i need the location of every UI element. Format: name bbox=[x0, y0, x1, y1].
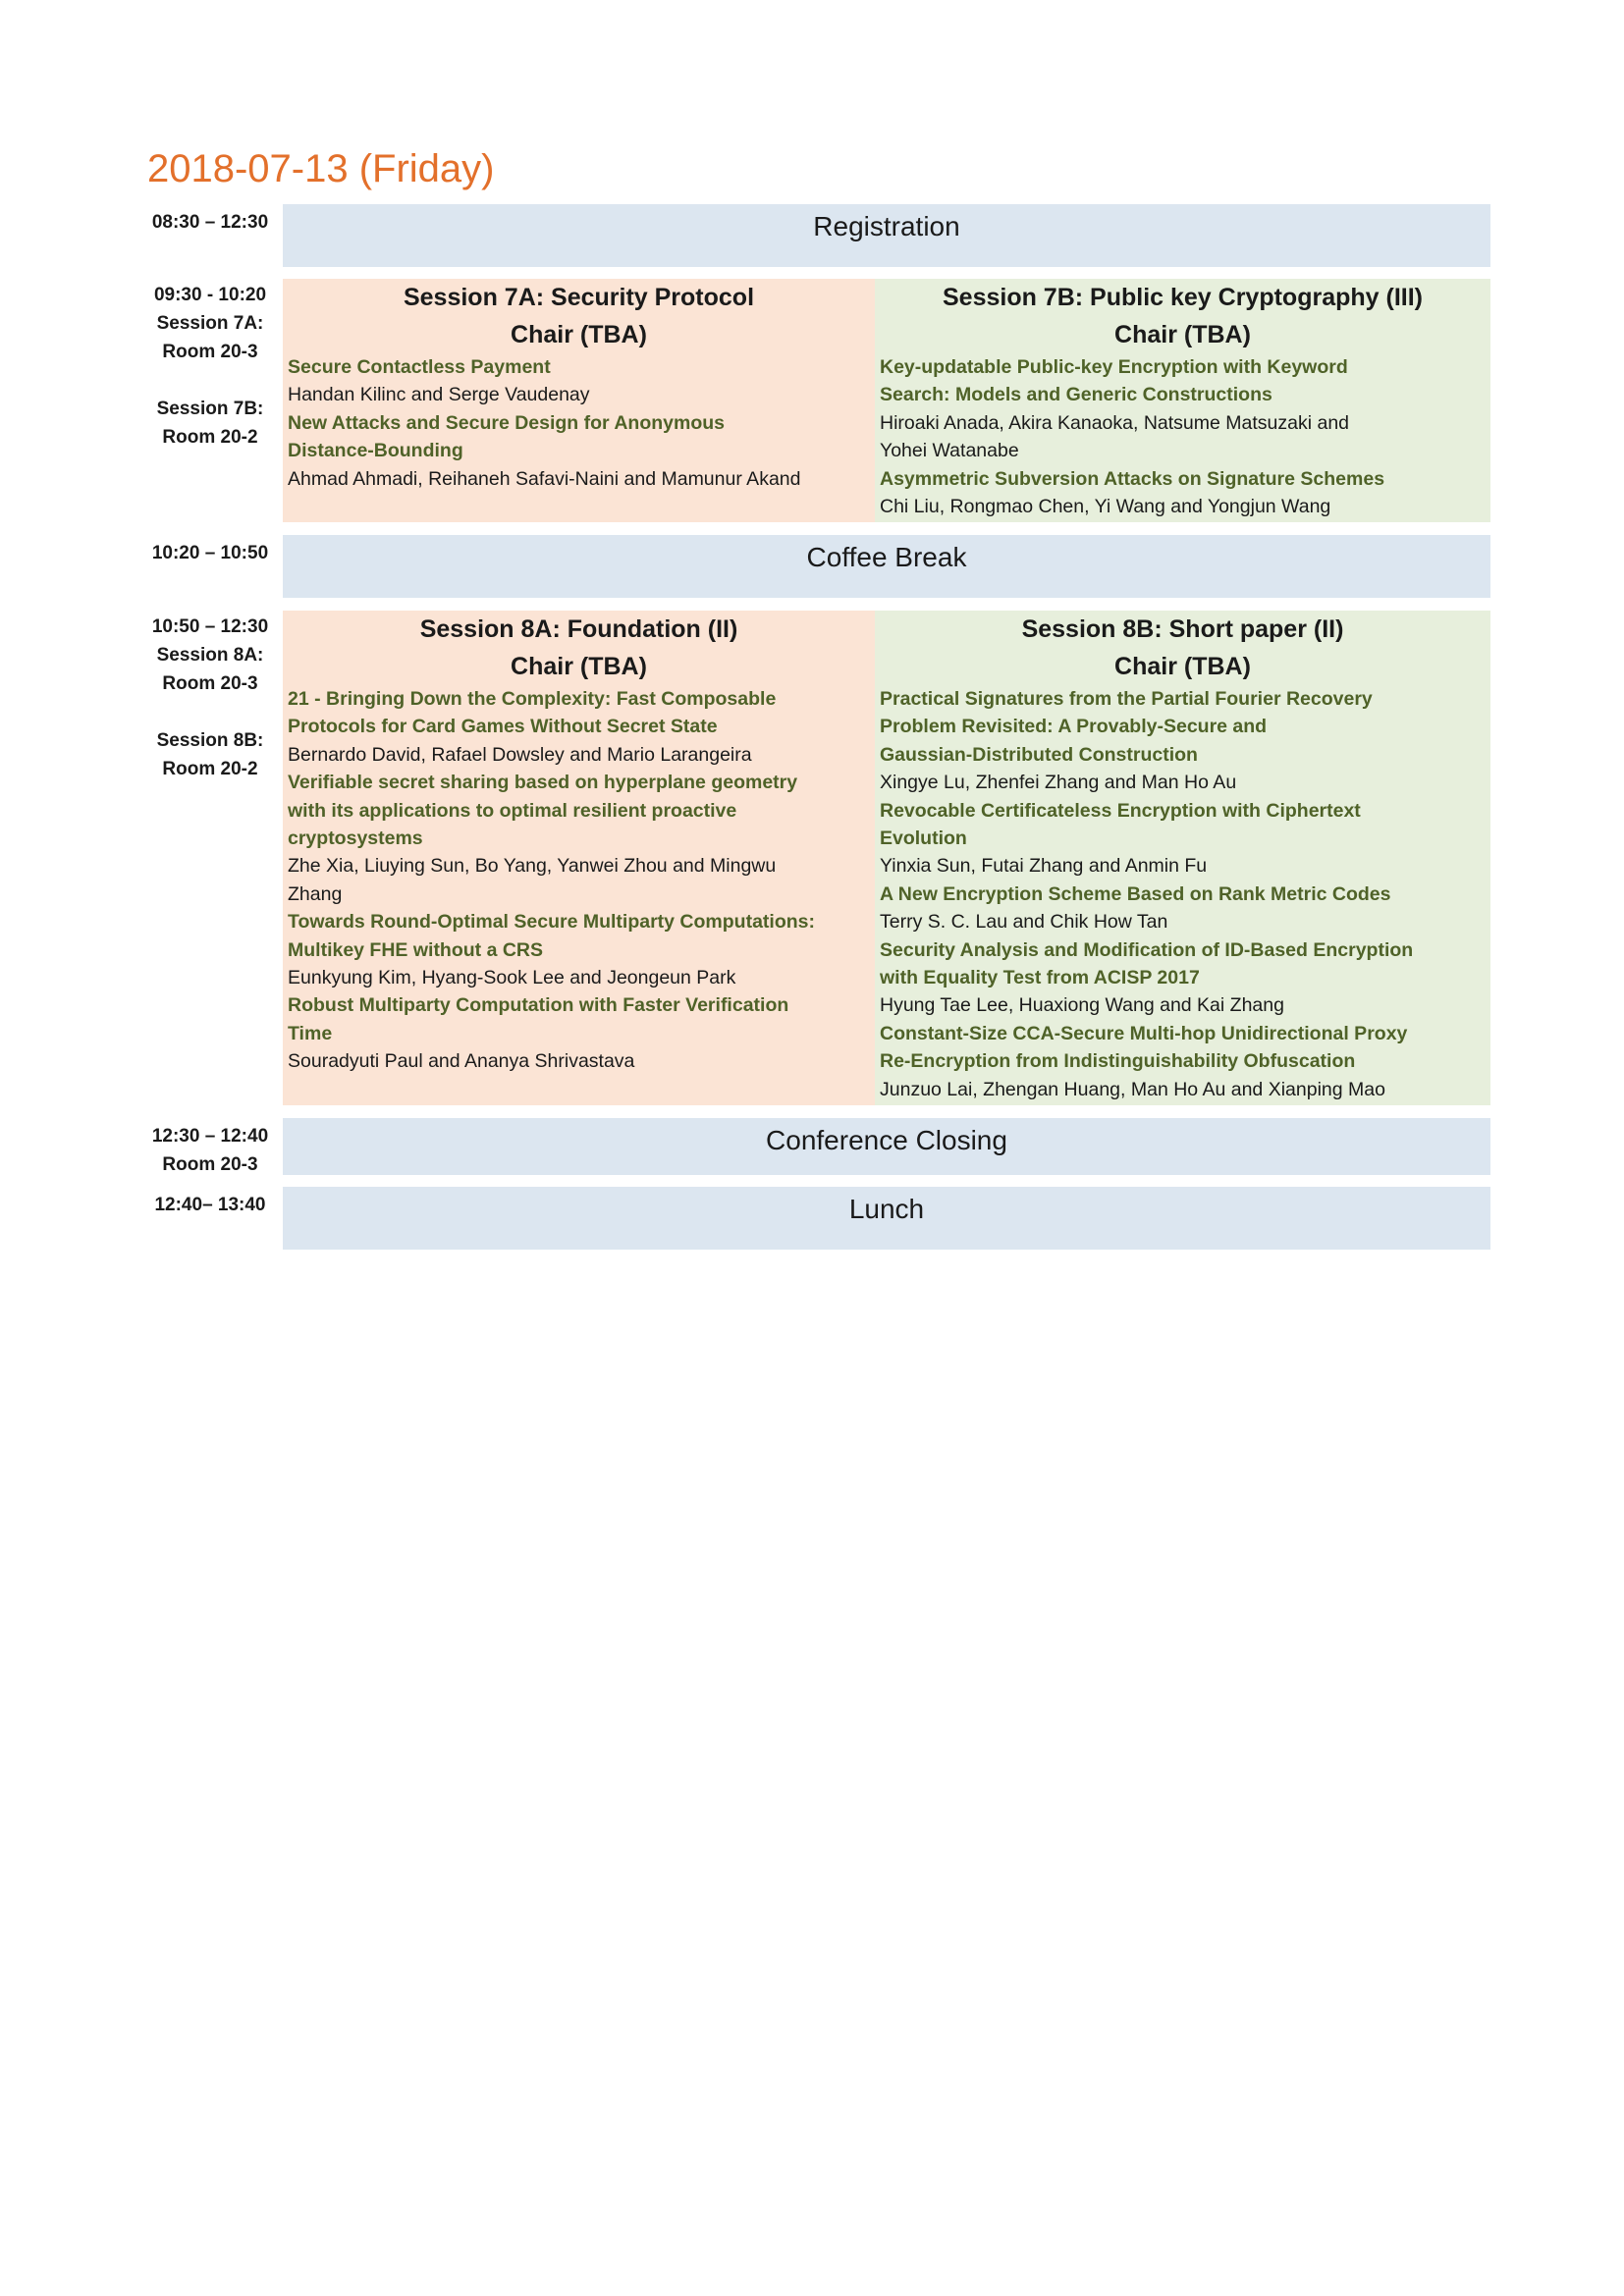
paper-title: Time bbox=[288, 1022, 333, 1044]
coffee-time bbox=[137, 539, 283, 567]
paper-title: Problem Revisited: A Provably-Secure and bbox=[880, 716, 1268, 738]
session-7b bbox=[875, 279, 1490, 522]
paper-title: Towards Round-Optimal Secure Multiparty Computations: bbox=[288, 911, 815, 934]
paper-list bbox=[880, 685, 1486, 1103]
paper-title: Practical Signatures from the Partial Fourier Recovery bbox=[880, 688, 1373, 710]
paper-authors: Chi Liu, Rongmao Chen, Yi Wang and Yongjun Wang bbox=[880, 496, 1331, 518]
paper-title: 21 - Bringing Down the Complexity: Fast Composable bbox=[288, 688, 777, 710]
session-title: Session 7B: Public key Cryptography (III) bbox=[942, 284, 1423, 311]
bar-label: Registration bbox=[813, 211, 960, 241]
bar-label: Coffee Break bbox=[806, 542, 967, 572]
time-line: 09:30 - 10:20 bbox=[153, 285, 267, 305]
paper-authors: Hiroaki Anada, Akira Kanaoka, Natsume Matsuzaki and bbox=[880, 411, 1350, 434]
session-chair: Chair (TBA) bbox=[511, 653, 647, 680]
time-text: 10:20 – 10:50 bbox=[151, 543, 269, 563]
paper-title: Multikey FHE without a CRS bbox=[288, 938, 544, 961]
paper-title: Secure Contactless Payment bbox=[288, 356, 551, 378]
paper-authors: Souradyuti Paul and Ananya Shrivastava bbox=[288, 1050, 635, 1073]
block-time-column bbox=[137, 613, 283, 783]
session-chair: Chair (TBA) bbox=[511, 321, 647, 348]
paper-authors: Ahmad Ahmadi, Reihaneh Safavi-Naini and Mamunur Akand bbox=[288, 467, 801, 490]
paper-title: Distance-Bounding bbox=[288, 440, 463, 462]
paper-authors: Bernardo David, Rafael Dowsley and Mario Larangeira bbox=[288, 743, 752, 766]
closing-bar bbox=[283, 1118, 1490, 1175]
paper-title: Robust Multiparty Computation with Faster Verification bbox=[288, 994, 789, 1017]
paper-title: Revocable Certificateless Encryption with Ciphertext bbox=[880, 799, 1361, 822]
session-title: Session 8B: Short paper (II) bbox=[1021, 615, 1344, 643]
time-line: Room 20-3 bbox=[162, 1154, 258, 1175]
coffee-bar bbox=[283, 535, 1490, 598]
paper-authors: Yinxia Sun, Futai Zhang and Anmin Fu bbox=[880, 855, 1208, 878]
time-line: Session 8A: bbox=[156, 645, 264, 666]
closing-time bbox=[137, 1122, 283, 1179]
lunch-row bbox=[0, 1187, 1624, 1250]
paper-authors: Xingye Lu, Zhenfei Zhang and Man Ho Au bbox=[880, 772, 1237, 794]
time-line: 10:50 – 12:30 bbox=[151, 616, 269, 637]
time-line bbox=[137, 366, 283, 395]
paper-authors: Hyung Tae Lee, Huaxiong Wang and Kai Zhang bbox=[880, 994, 1284, 1017]
page-date-heading: 2018-07-13 (Friday) bbox=[147, 147, 495, 190]
paper-title: Re-Encryption from Indistinguishability Obfuscation bbox=[880, 1050, 1356, 1073]
time-text: 08:30 – 12:30 bbox=[151, 212, 269, 233]
paper-authors: Eunkyung Kim, Hyang-Sook Lee and Jeongeun Park bbox=[288, 967, 736, 989]
coffee-break-row bbox=[0, 535, 1624, 598]
lunch-bar bbox=[283, 1187, 1490, 1250]
session-block-8 bbox=[0, 611, 1624, 1105]
time-line: Room 20-3 bbox=[162, 673, 258, 694]
closing-row bbox=[0, 1118, 1624, 1175]
paper-authors: Zhe Xia, Liuying Sun, Bo Yang, Yanwei Zhou and Mingwu bbox=[288, 855, 777, 878]
bar-label: Lunch bbox=[848, 1194, 925, 1224]
registration-row bbox=[0, 204, 1624, 267]
time-line: Session 7B: bbox=[156, 399, 264, 419]
paper-title: Constant-Size CCA-Secure Multi-hop Unidirectional Proxy bbox=[880, 1022, 1408, 1044]
session-chair: Chair (TBA) bbox=[1114, 653, 1251, 680]
paper-authors: Junzuo Lai, Zhengan Huang, Man Ho Au and Xianping Mao bbox=[880, 1078, 1385, 1100]
time-line: Room 20-2 bbox=[162, 427, 258, 448]
session-8a bbox=[283, 611, 875, 1105]
registration-time bbox=[137, 208, 283, 237]
time-line: Session 8B: bbox=[156, 730, 264, 751]
paper-authors: Handan Kilinc and Serge Vaudenay bbox=[288, 384, 590, 406]
session-7a bbox=[283, 279, 875, 522]
time-text: 12:40– 13:40 bbox=[154, 1195, 266, 1215]
session-title: Session 7A: Security Protocol bbox=[403, 284, 755, 311]
paper-authors: Zhang bbox=[288, 882, 343, 905]
time-line: Room 20-2 bbox=[162, 759, 258, 779]
paper-title: Verifiable secret sharing based on hyperplane geometry bbox=[288, 772, 798, 794]
paper-title: A New Encryption Scheme Based on Rank Metric Codes bbox=[880, 882, 1391, 905]
paper-title: Protocols for Card Games Without Secret State bbox=[288, 716, 718, 738]
paper-title: Asymmetric Subversion Attacks on Signature Schemes bbox=[880, 467, 1385, 490]
paper-list bbox=[880, 353, 1486, 520]
paper-title: cryptosystems bbox=[288, 828, 423, 850]
paper-list bbox=[288, 685, 870, 1076]
block-time-column bbox=[137, 281, 283, 452]
paper-authors: Terry S. C. Lau and Chik How Tan bbox=[880, 911, 1168, 934]
paper-list bbox=[288, 353, 870, 493]
registration-bar bbox=[283, 204, 1490, 267]
session-block-7 bbox=[0, 279, 1624, 522]
lunch-time bbox=[137, 1191, 283, 1219]
session-chair: Chair (TBA) bbox=[1114, 321, 1251, 348]
paper-title: Key-updatable Public-key Encryption with Keyword bbox=[880, 356, 1348, 378]
time-line: Session 7A: bbox=[156, 313, 264, 334]
time-line: 12:30 – 12:40 bbox=[151, 1126, 269, 1147]
time-line: Room 20-3 bbox=[162, 342, 258, 362]
paper-title: Security Analysis and Modification of ID-Based Encryption bbox=[880, 938, 1414, 961]
paper-title: with its applications to optimal resilient proactive bbox=[288, 799, 737, 822]
paper-title: Gaussian-Distributed Construction bbox=[880, 743, 1198, 766]
paper-title: with Equality Test from ACISP 2017 bbox=[880, 967, 1200, 989]
paper-title: Search: Models and Generic Constructions bbox=[880, 384, 1272, 406]
time-line bbox=[137, 698, 283, 726]
session-8b bbox=[875, 611, 1490, 1105]
paper-authors: Yohei Watanabe bbox=[880, 440, 1019, 462]
paper-title: Evolution bbox=[880, 828, 967, 850]
paper-title: New Attacks and Secure Design for Anonymous bbox=[288, 411, 725, 434]
session-title: Session 8A: Foundation (II) bbox=[419, 615, 738, 643]
bar-label: Conference Closing bbox=[766, 1125, 1007, 1155]
